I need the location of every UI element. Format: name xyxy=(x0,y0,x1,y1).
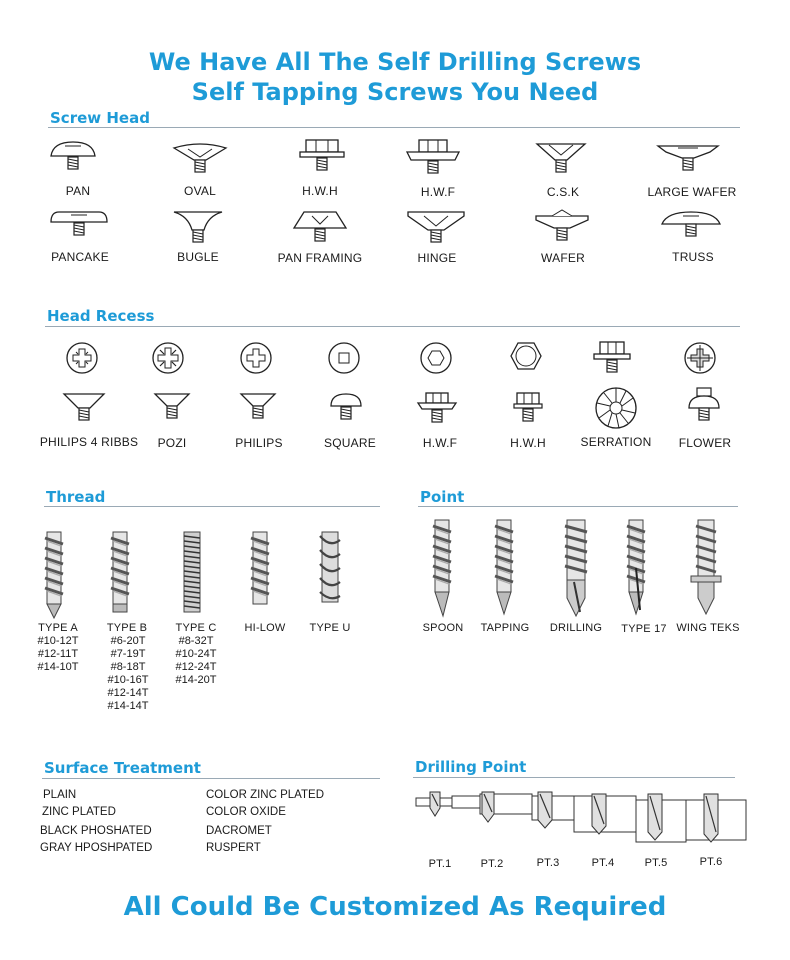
hwh-head-icon xyxy=(296,138,348,176)
label-hwh: H.W.H xyxy=(302,184,338,198)
spec-item: #12-24T xyxy=(175,661,217,673)
thread-title: Thread xyxy=(46,488,106,506)
wafer-head-icon xyxy=(534,208,590,246)
spec-item: #10-12T xyxy=(37,635,79,647)
surface-treatment-divider xyxy=(42,778,380,779)
drilling-point-title: Drilling Point xyxy=(415,758,527,776)
label-csk: C.S.K xyxy=(546,185,580,199)
label-bugle: BUGLE xyxy=(177,250,219,264)
hwf-recess-icon xyxy=(418,340,454,376)
surface-item: BLACK PHOSHATED xyxy=(40,825,152,837)
type-b-thread-icon xyxy=(108,528,132,620)
thread-divider xyxy=(44,506,380,507)
bugle-head-icon xyxy=(170,208,226,244)
type-a-specs xyxy=(38,635,79,674)
label-pan-framing: PAN FRAMING xyxy=(277,251,363,265)
label-spoon: SPOON xyxy=(422,622,464,634)
label-wafer: WAFER xyxy=(541,251,585,265)
label-pt2: PT.2 xyxy=(480,858,504,870)
flower-recess-icon xyxy=(682,340,718,376)
type-c-thread-icon xyxy=(180,528,204,620)
label-tapping: TAPPING xyxy=(480,622,530,634)
square-screw-icon xyxy=(326,390,366,430)
hi-low-thread-icon xyxy=(248,528,272,608)
point-divider xyxy=(418,506,738,507)
surface-item: DACROMET xyxy=(206,825,272,837)
pancake-head-icon xyxy=(48,208,110,244)
label-pan: PAN xyxy=(65,184,91,198)
screw-head-divider xyxy=(48,127,740,128)
tapping-point-icon xyxy=(490,518,518,618)
label-type-b: TYPE B xyxy=(106,622,148,634)
label-truss: TRUSS xyxy=(672,250,714,264)
hwf-head-icon xyxy=(405,138,461,178)
pozi-screw-icon xyxy=(152,390,192,430)
wing-teks-point-icon xyxy=(688,518,724,618)
label-hi-low: HI-LOW xyxy=(244,622,286,634)
label-recess-hwh: H.W.H xyxy=(510,436,546,450)
label-type-17: TYPE 17 xyxy=(621,623,667,635)
label-pt5: PT.5 xyxy=(644,857,668,869)
spec-item: #14-10T xyxy=(37,661,79,673)
label-type-u: TYPE U xyxy=(309,622,351,634)
surface-item: ZINC PLATED xyxy=(42,806,116,818)
serration-hex-top-icon xyxy=(592,338,632,376)
label-philips: PHILIPS xyxy=(235,436,283,450)
oval-head-icon xyxy=(172,140,228,176)
label-type-c: TYPE C xyxy=(175,622,217,634)
spec-item: #7-19T xyxy=(110,648,146,660)
surface-item: GRAY HPOSHPATED xyxy=(40,842,153,854)
label-pt4: PT.4 xyxy=(591,857,615,869)
label-serration: SERRATION xyxy=(580,435,652,449)
footer-tagline: All Could Be Customized As Required xyxy=(123,892,667,922)
surface-item: PLAIN xyxy=(43,789,77,801)
pozi-recess-icon xyxy=(150,340,186,376)
spec-item: #10-16T xyxy=(107,674,149,686)
label-pt1: PT.1 xyxy=(428,858,452,870)
hinge-head-icon xyxy=(406,208,466,246)
surface-item: RUSPERT xyxy=(206,842,261,854)
spec-item: #12-11T xyxy=(37,648,79,660)
large-wafer-head-icon xyxy=(656,140,720,176)
pan-framing-head-icon xyxy=(290,208,350,246)
serration-washer-icon xyxy=(594,386,638,430)
flower-screw-icon xyxy=(684,386,724,430)
label-pancake: PANCAKE xyxy=(51,250,109,264)
spec-item: #8-32T xyxy=(178,635,214,647)
label-square: SQUARE xyxy=(324,436,376,450)
csk-head-icon xyxy=(535,140,587,176)
type-17-point-icon xyxy=(622,518,650,618)
hwh-recess-icon xyxy=(508,338,544,374)
spec-item: #14-20T xyxy=(175,674,217,686)
point-title: Point xyxy=(420,488,465,506)
label-recess-hwf: H.W.F xyxy=(422,436,458,450)
spec-item: #10-24T xyxy=(175,648,217,660)
square-recess-icon xyxy=(326,340,362,376)
label-flower: FLOWER xyxy=(678,436,732,450)
philips-recess-icon xyxy=(238,340,274,376)
philips-4-ribbs-screw-icon xyxy=(62,390,106,430)
hwf-screw-icon xyxy=(416,390,458,430)
label-drilling: DRILLING xyxy=(549,622,603,634)
label-oval: OVAL xyxy=(184,184,216,198)
label-type-a: TYPE A xyxy=(38,622,78,634)
label-pt3: PT.3 xyxy=(536,857,560,869)
label-pt6: PT.6 xyxy=(699,856,723,868)
screw-head-title: Screw Head xyxy=(50,109,150,127)
philips-screw-icon xyxy=(238,390,278,430)
truss-head-icon xyxy=(660,208,722,244)
label-wing-teks: WING TEKS xyxy=(676,622,740,634)
surface-item: COLOR ZINC PLATED xyxy=(206,789,324,801)
spec-item: #12-14T xyxy=(107,687,149,699)
spec-item: #8-18T xyxy=(110,661,146,673)
spec-item: #14-14T xyxy=(107,700,149,712)
label-hwf: H.W.F xyxy=(420,185,456,199)
page-heading-line1: We Have All The Self Drilling Screws xyxy=(148,48,642,76)
type-b-specs xyxy=(108,635,149,713)
type-u-thread-icon xyxy=(316,528,344,608)
pan-head-icon xyxy=(48,140,98,176)
hwh-screw-icon xyxy=(510,390,546,430)
philips-4-ribbs-recess-icon xyxy=(64,340,100,376)
drilling-point-icon xyxy=(560,518,592,618)
drilling-point-steps-diagram xyxy=(412,790,748,844)
head-recess-divider xyxy=(45,326,740,327)
label-pozi: POZI xyxy=(157,436,187,450)
label-hinge: HINGE xyxy=(417,251,457,265)
spec-item: #6-20T xyxy=(110,635,146,647)
head-recess-title: Head Recess xyxy=(47,307,155,325)
surface-treatment-title: Surface Treatment xyxy=(44,759,201,777)
surface-item: COLOR OXIDE xyxy=(206,806,286,818)
label-philips-4-ribbs: PHILIPS 4 RIBBS xyxy=(39,435,139,449)
spoon-point-icon xyxy=(428,518,456,618)
label-large-wafer: LARGE WAFER xyxy=(647,185,737,199)
type-c-specs xyxy=(176,635,217,687)
page-heading-line2: Self Tapping Screws You Need xyxy=(191,78,599,106)
drilling-point-divider xyxy=(413,777,735,778)
type-a-thread-icon xyxy=(42,528,66,620)
